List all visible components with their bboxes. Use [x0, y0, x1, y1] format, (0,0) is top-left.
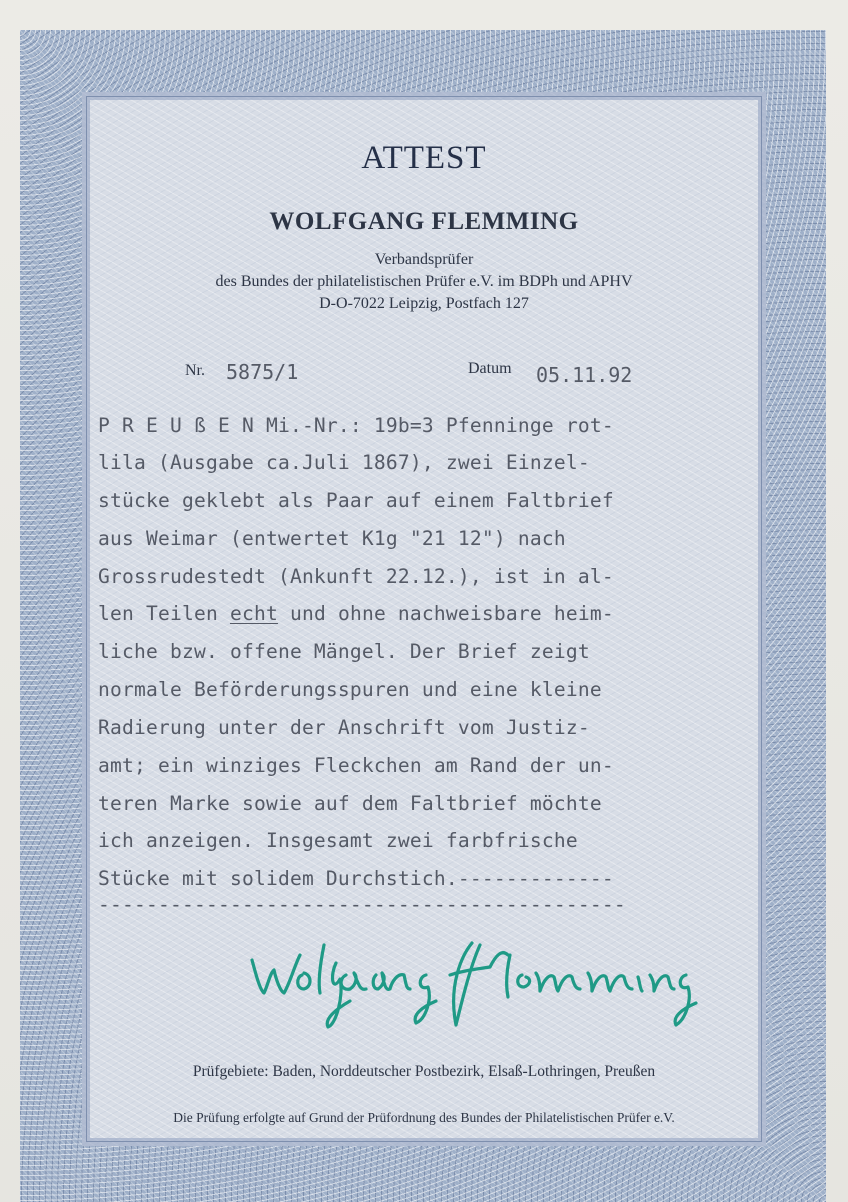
body-line: aus Weimar (entwertet K1g "21 12") nach	[98, 527, 566, 550]
certificate-title: ATTEST	[361, 140, 487, 176]
examiner-address: D-O-7022 Leipzig, Postfach 127	[319, 295, 529, 312]
examiner-role: Verbandsprüfer	[374, 251, 474, 268]
body-line: Stücke mit solidem Durchstich.-------------	[98, 867, 614, 890]
body-line: Radierung unter der Anschrift vom Justiz-	[98, 716, 590, 739]
certificate-number: 5875/1	[226, 360, 299, 384]
examination-note: Die Prüfung erfolgte auf Grund der Prüfordnung des Bundes der Philatelistischen Prüfer e.V.	[173, 1110, 675, 1125]
examiner-name: WOLFGANG FLEMMING	[269, 208, 579, 235]
body-line: Grossrudestedt (Ankunft 22.12.), ist in al-	[98, 565, 614, 588]
handwritten-signature	[240, 915, 700, 1045]
body-line	[98, 602, 614, 625]
examination-areas: Prüfgebiete: Baden, Norddeutscher Postbezirk, Elsaß-Lothringen, Preußen	[192, 1063, 656, 1080]
certificate-date: 05.11.92	[536, 363, 633, 387]
date-label: Datum	[468, 360, 512, 377]
body-line: lila (Ausgabe ca.Juli 1867), zwei Einzel-	[98, 451, 590, 474]
echt-emphasis: echt	[229, 602, 278, 625]
body-line-rest: und ohne nachweisbare heim-	[277, 602, 614, 625]
body-line: --------------------------------------------	[98, 893, 626, 916]
body-line: normale Beförderungsspuren und eine kleine	[98, 678, 602, 701]
body-line: teren Marke sowie auf dem Faltbrief möchte	[98, 792, 602, 815]
body-line: P R E U ß E N Mi.-Nr.: 19b=3 Pfenninge rot-	[98, 414, 614, 437]
body-line: ich anzeigen. Insgesamt zwei farbfrische	[98, 829, 578, 852]
body-line: amt; ein winziges Fleckchen am Rand der un-	[98, 754, 614, 777]
body-line: stücke geklebt als Paar auf einem Faltbrief	[98, 489, 614, 512]
body-line-start: len Teilen	[98, 602, 230, 625]
number-label: Nr.	[185, 362, 205, 379]
examiner-association: des Bundes der philatelistischen Prüfer e.V. im BDPh und APHV	[215, 273, 633, 290]
body-line: liche bzw. offene Mängel. Der Brief zeigt	[98, 640, 590, 663]
